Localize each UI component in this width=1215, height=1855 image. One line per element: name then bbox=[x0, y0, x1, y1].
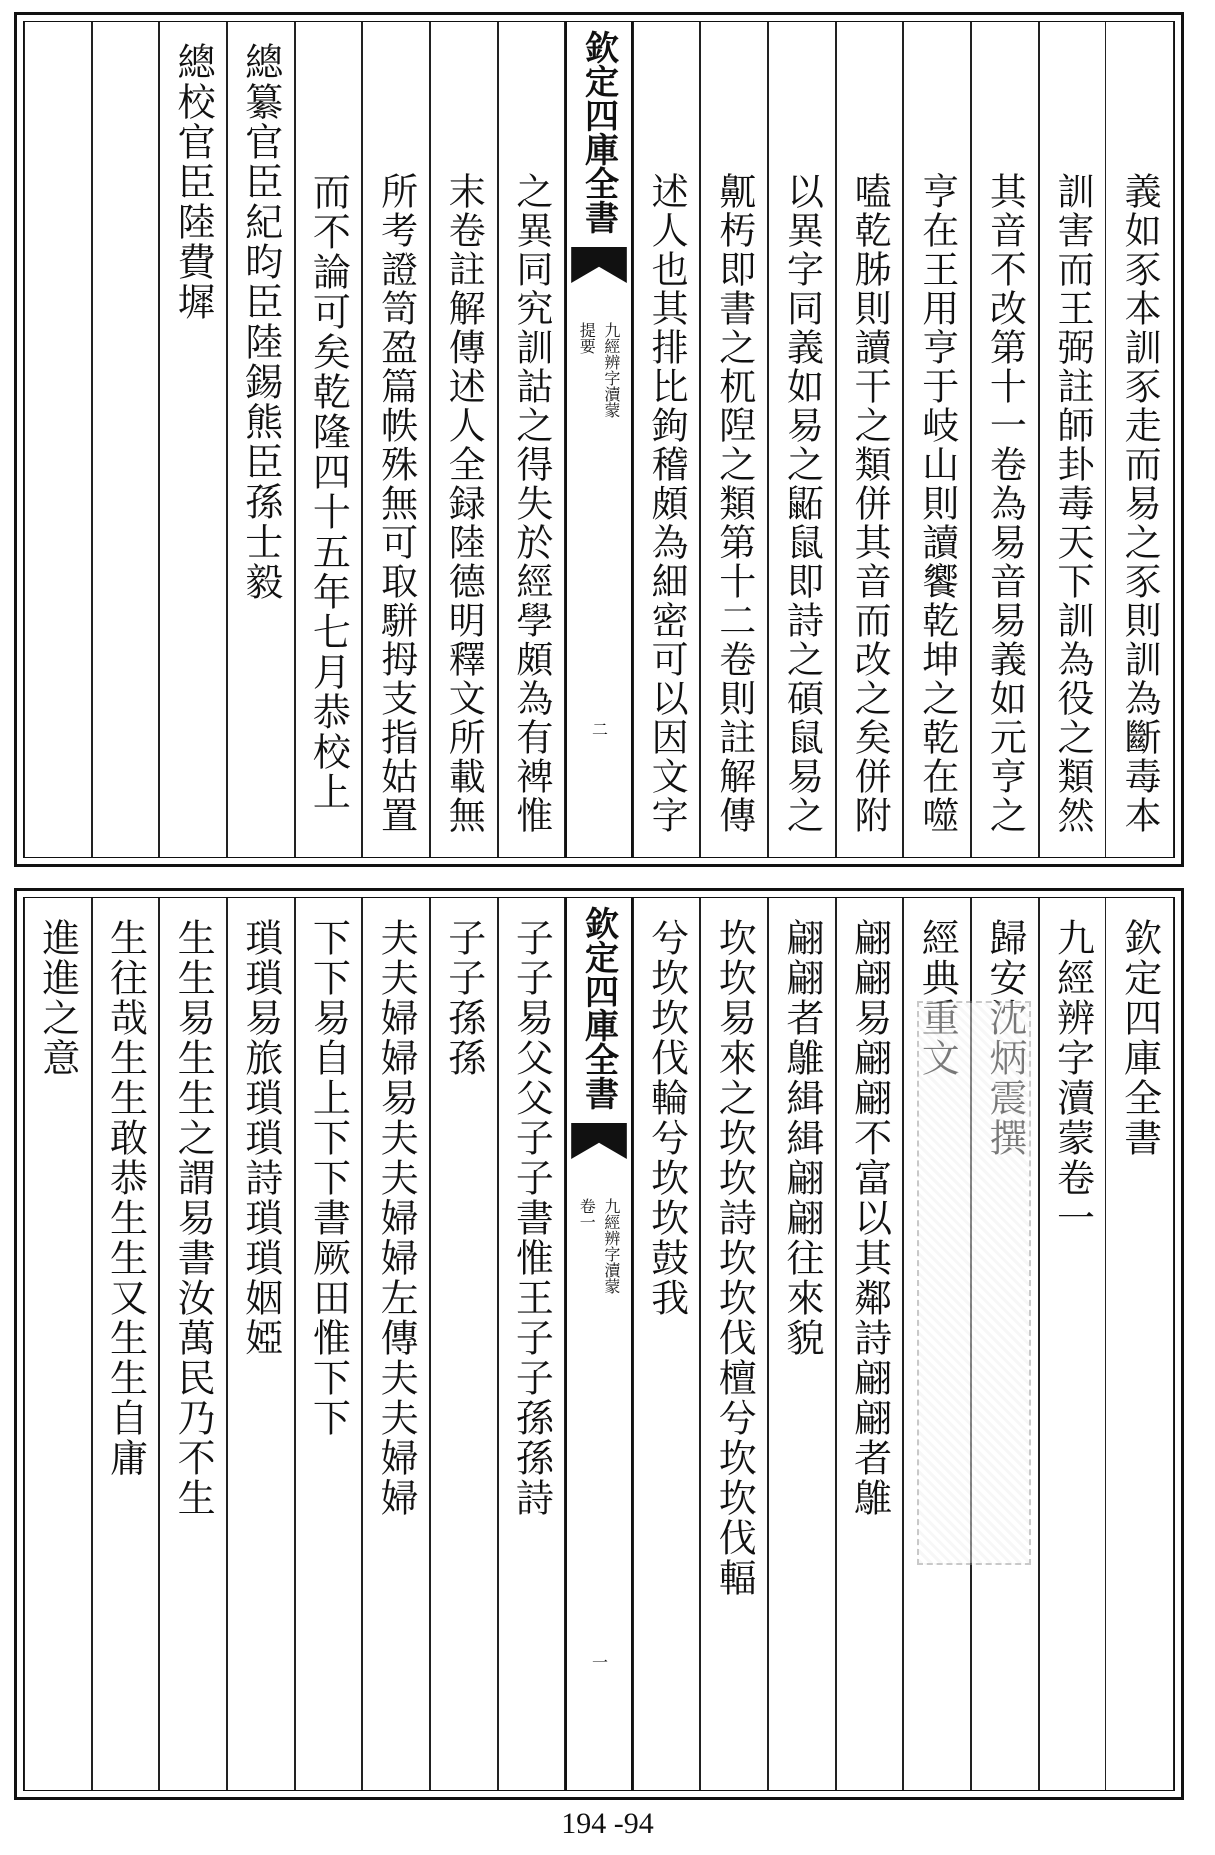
column-text: 進進之意 bbox=[35, 918, 80, 1078]
top-text-column bbox=[362, 22, 430, 857]
bottom-text-column bbox=[227, 898, 295, 1790]
column-text: 翩翩易翩翩不富以其鄰詩翩翩者鵻 bbox=[847, 918, 892, 1518]
top-text-column bbox=[430, 22, 498, 857]
column-text: 總校官臣陸費墀 bbox=[171, 42, 216, 322]
top-text-column bbox=[227, 22, 295, 857]
column-text: 訓害而王弼註師卦毒天下訓為役之類然 bbox=[1051, 172, 1095, 835]
bottom-text-column bbox=[1039, 898, 1107, 1790]
top-center-banner bbox=[565, 22, 633, 857]
fish-tail-mark bbox=[571, 247, 627, 283]
column-text: 經典重文 bbox=[915, 918, 960, 1078]
column-text: 下下易自上下下書厥田惟下下 bbox=[306, 918, 351, 1438]
banner-title: 欽定四庫全書 bbox=[578, 30, 619, 234]
top-text-column bbox=[903, 22, 971, 857]
bottom-text-column bbox=[836, 898, 904, 1790]
bottom-text-column bbox=[362, 898, 430, 1790]
column-text: 之異同究訓詁之得失於經學頗為有裨惟 bbox=[509, 172, 553, 835]
column-text: 義如豕本訓豕走而易之豕則訓為斷毒本 bbox=[1118, 172, 1162, 835]
column-text: 欽定四庫全書 bbox=[1117, 918, 1162, 1158]
column-text: 夫夫婦婦易夫夫婦婦左傳夫夫婦婦 bbox=[374, 918, 419, 1518]
top-text-column bbox=[24, 22, 92, 857]
column-text: 九經辨字瀆蒙卷一 bbox=[1050, 918, 1095, 1238]
column-text: 而不論可矣乾隆四十五年七月恭校上 bbox=[306, 172, 351, 812]
column-text: 所考證笥盈篇帙殊無可取駢拇支指姑置 bbox=[374, 172, 418, 835]
top-text-column bbox=[633, 22, 701, 857]
column-text: 子子孫孫 bbox=[441, 918, 486, 1078]
bottom-text-column bbox=[700, 898, 768, 1790]
column-text: 嗑乾胏則讀干之類併其音而改之矣併附 bbox=[848, 172, 892, 835]
fish-tail-mark bbox=[571, 1123, 627, 1159]
bottom-text-column bbox=[24, 898, 92, 1790]
column-text: 以異字同義如易之鼫鼠即詩之碩鼠易之 bbox=[780, 172, 824, 835]
column-text: 坎坎易來之坎坎詩坎坎伐檀兮坎坎伐輻 bbox=[712, 918, 757, 1598]
column-text: 生生易生生之謂易書汝萬民乃不生 bbox=[171, 918, 216, 1518]
bottom-text-column bbox=[768, 898, 836, 1790]
bottom-text-column bbox=[498, 898, 566, 1790]
column-text: 其音不改第十一卷為易音易義如元亨之 bbox=[983, 172, 1027, 835]
bottom-text-column bbox=[92, 898, 160, 1790]
column-text: 亨在王用亨于岐山則讀饗乾坤之乾在噬 bbox=[915, 172, 959, 835]
column-text: 歸安沈炳震撰 bbox=[982, 918, 1027, 1158]
banner-section: 卷一 bbox=[577, 1198, 597, 1230]
top-text-column bbox=[1106, 22, 1174, 857]
column-text: 翩翩者鵻緝緝翩翩往來貌 bbox=[779, 918, 824, 1358]
column-text: 總纂官臣紀昀臣陸錫熊臣孫士毅 bbox=[238, 42, 283, 602]
column-text: 兮坎坎伐輪兮坎坎鼓我 bbox=[644, 918, 689, 1318]
banner-section: 提要 bbox=[577, 322, 597, 354]
top-page bbox=[14, 12, 1184, 867]
top-text-column bbox=[836, 22, 904, 857]
banner-title: 欽定四庫全書 bbox=[578, 906, 619, 1110]
column-text: 子子易父父子子書惟王子子孫孫詩 bbox=[509, 918, 554, 1518]
bottom-text-column bbox=[159, 898, 227, 1790]
banner-folio: 二 bbox=[589, 721, 609, 737]
banner-book-title: 九經辨字瀆蒙 bbox=[601, 1198, 621, 1294]
bottom-text-column bbox=[430, 898, 498, 1790]
column-text: 末卷註解傳述人全録陸德明釋文所載無 bbox=[442, 172, 486, 835]
banner-book-title: 九經辨字瀆蒙 bbox=[601, 322, 621, 418]
top-text-column bbox=[159, 22, 227, 857]
bottom-text-column bbox=[295, 898, 363, 1790]
top-text-column bbox=[971, 22, 1039, 857]
seal-stamp bbox=[917, 1001, 1031, 1565]
top-text-column bbox=[295, 22, 363, 857]
top-text-column bbox=[768, 22, 836, 857]
bottom-page bbox=[14, 888, 1184, 1800]
page-number: 194 -94 bbox=[561, 1807, 654, 1840]
column-text: 鼿𣏓即書之杌隉之類第十二卷則註解傳 bbox=[712, 172, 756, 835]
top-text-column bbox=[498, 22, 566, 857]
top-text-area bbox=[23, 21, 1175, 858]
column-text: 瑣瑣易旅瑣瑣詩瑣瑣姻婭 bbox=[238, 918, 283, 1358]
top-text-column bbox=[92, 22, 160, 857]
banner-folio: 一 bbox=[589, 1654, 609, 1670]
bottom-center-banner bbox=[565, 898, 633, 1790]
top-text-column bbox=[1039, 22, 1107, 857]
column-text: 述人也其排比鉤稽頗為細密可以因文字 bbox=[645, 172, 689, 835]
bottom-text-column bbox=[1106, 898, 1174, 1790]
bottom-text-column bbox=[633, 898, 701, 1790]
top-text-column bbox=[700, 22, 768, 857]
column-text: 生往哉生生敢恭生生又生生自庸 bbox=[103, 918, 148, 1478]
